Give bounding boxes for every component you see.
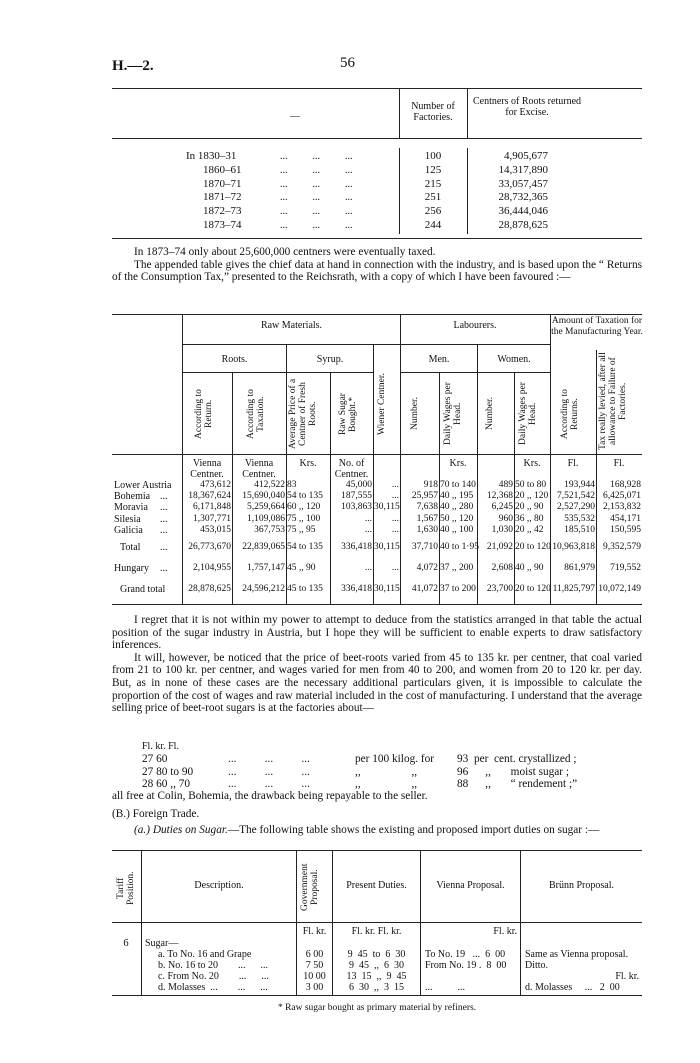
unit-gov: Fl. kr. [302, 926, 327, 937]
page-number: 56 [340, 55, 355, 71]
row-cell: 54 to 135 [287, 542, 323, 552]
row-cell: 18,367,624 [188, 491, 231, 502]
price-dots: ... ... ... [228, 753, 310, 765]
row-cell: 453,015 [200, 524, 231, 535]
factory-dots: ... ... ... [280, 220, 353, 231]
price-unit: ,, ,, [355, 765, 418, 778]
duty-government: 3 00 [305, 982, 324, 993]
paragraph-taxed [112, 246, 642, 284]
row-cell: 75 ,, 95 [287, 524, 316, 535]
row-cell: 37,710 [411, 542, 438, 552]
row-cell: 473,612 [200, 480, 231, 490]
row-dots: ... [160, 524, 168, 536]
h-according-return: According to Return. [194, 389, 214, 439]
row-cell: 168,928 [610, 480, 641, 490]
row-name: Total [120, 542, 141, 553]
factory-count: 100 [424, 150, 442, 162]
row-cell: 30,115 [374, 502, 400, 513]
row-cell: 60 ,, 120 [287, 502, 321, 513]
row-name: Lower Austria [114, 480, 172, 491]
factory-dots: ... ... ... [280, 192, 353, 204]
women-header: Women. [497, 354, 531, 365]
syrup-header: Syrup. [316, 354, 344, 365]
price-dots: ... ... ... [228, 765, 310, 778]
factory-count: 251 [424, 191, 442, 204]
row-cell: 20 ,, 120 [515, 491, 549, 502]
row-name: Moravia [114, 502, 148, 514]
para3: I regret that it is not within my power to attempt to deduce from the statistics arranged in that table the actual position of the sugar industry in Austria, but I hope they will be sufficient to enable experts to draw satisfactory inferences. [112, 614, 642, 652]
factory-year: 1871–72 [203, 191, 242, 204]
row-cell: 83 [287, 480, 297, 490]
price-range: 27 80 to 90 [142, 765, 194, 778]
h-description: Description. [194, 880, 244, 891]
row-cell: 20 to 120 [515, 584, 551, 594]
row-cell: 10,963,818 [552, 542, 595, 552]
row-cell: 30,115 [374, 584, 400, 594]
duty-present: 13 15 ,, 9 45 [346, 971, 407, 982]
row-cell: 54 to 135 [287, 491, 323, 502]
duty-brunn: Same as Vienna proposal. [525, 949, 629, 960]
h-according-returns: According to Returns. [560, 389, 580, 439]
row-dots: ... [160, 513, 168, 525]
row-dots: ... [160, 563, 168, 574]
factory-roots: 28,732,365 [498, 191, 548, 204]
row-cell: 40 ,, 195 [440, 491, 474, 502]
para5: all free at Colin, Bohemia, the drawback being repayable to the seller. [112, 790, 428, 802]
duty-present: 9 45 ,, 6 30 [349, 960, 404, 971]
row-cell: 2,104,955 [193, 563, 231, 573]
row-cell: 1,109,086 [247, 513, 285, 524]
row-cell: ... [391, 491, 399, 502]
row-cell: 25,957 [411, 491, 438, 502]
row-cell: 40 to 1·95 [440, 542, 480, 552]
h-present: Present Duties. [346, 880, 407, 891]
row-cell: 50 to 80 [515, 480, 547, 490]
row-cell: 336,418 [341, 584, 372, 594]
row-cell: 70 to 140 [440, 480, 476, 490]
row-cell: 26,773,670 [188, 542, 231, 552]
row-name: Bohemia [114, 491, 151, 503]
row-cell: 6,245 [491, 502, 513, 513]
duty-description: c. From No. 20 ... ... [158, 971, 269, 982]
row-cell: 75 ,, 100 [287, 513, 321, 524]
para1: In 1873–74 only about 25,600,000 centners were eventually taxed. [134, 246, 436, 258]
row-cell: 7,521,542 [557, 491, 595, 502]
row-cell: 336,418 [341, 542, 372, 552]
duty-description: d. Molasses ... ... ... [158, 982, 268, 993]
row-cell: 40 ,, 100 [440, 524, 474, 535]
row-cell: 22,839,065 [242, 542, 285, 552]
duty-present: 6 30 ,, 3 15 [349, 982, 404, 993]
duty-brunn: Fl. kr. [615, 971, 639, 982]
row-cell: 20 ,, 42 [515, 524, 544, 535]
unit-label: Vienna Centner. [190, 458, 224, 480]
row-cell: 1,307,771 [193, 513, 231, 524]
row-cell: 187,555 [341, 491, 372, 502]
h-raw-sugar: Raw Sugar Bought.* [338, 393, 358, 435]
row-cell: ... [391, 480, 399, 490]
h-men-number: Number. [410, 397, 420, 431]
row-cell: 454,171 [610, 513, 641, 524]
row-cell: 719,552 [610, 563, 641, 573]
section-code: H.—2. [112, 58, 154, 74]
factory-dots: ... ... ... [280, 178, 353, 190]
factory-year: 1860–61 [203, 163, 242, 176]
row-cell: 535,532 [564, 513, 595, 524]
col-dash: — [290, 111, 300, 122]
row-cell: 50 ,, 120 [440, 513, 474, 524]
unit-present: Fl. kr. Fl. kr. [351, 926, 402, 937]
factory-dots: ... ... ... [280, 151, 353, 162]
duty-description: a. To No. 16 and Grape [158, 949, 252, 960]
row-name: Hungary [114, 563, 149, 574]
duty-vienna: From No. 19 . 8 00 [425, 960, 507, 971]
row-cell: 15,690,040 [242, 491, 285, 502]
row-cell: 193,944 [564, 480, 595, 490]
h-men-daily: Daily Wages per Head. [443, 382, 463, 446]
factory-year: In 1830–31 [186, 150, 237, 162]
factory-roots: 33,057,457 [498, 177, 548, 190]
row-cell: 103,863 [341, 502, 372, 513]
row-cell: ... [364, 563, 372, 573]
factory-count: 256 [424, 205, 442, 218]
duty-government: 10 00 [303, 971, 326, 982]
h-women-number: Number. [485, 397, 495, 431]
duty-vienna: ... ... [425, 982, 465, 993]
row-cell: 1,630 [416, 524, 438, 535]
row-cell: 41,072 [411, 584, 438, 594]
row-cell: 21,092 [486, 542, 513, 552]
h-tariff: Tariff Position. [116, 871, 136, 905]
row-cell: 1,030 [491, 524, 513, 535]
factory-count: 244 [424, 219, 442, 231]
price-range: 27 60 [142, 753, 168, 765]
row-cell: 7,638 [416, 502, 438, 513]
h-women-daily: Daily Wages per Head. [518, 382, 538, 446]
h-government: Government Proposal. [300, 863, 320, 911]
h-wiener-centner: Wiener Centner. [377, 373, 387, 435]
unit-label: Krs. [449, 458, 467, 469]
factory-year: 1872–73 [203, 205, 242, 218]
row-cell: 37 ,, 200 [440, 563, 474, 573]
row-cell: 37 to 200 [440, 584, 476, 594]
price-grade: 96 ,, moist sugar ; [457, 765, 570, 778]
row-cell: 45 ,, 90 [287, 563, 316, 573]
row-cell: 23,700 [486, 584, 513, 594]
duties-lead: (a.) Duties on Sugar. [134, 824, 228, 836]
duty-brunn: Ditto. [525, 960, 549, 971]
row-cell: 489 [498, 480, 513, 490]
col-factories-header: Number of Factories. [411, 101, 455, 123]
footnote: * Raw sugar bought as primary material by refiners. [277, 1003, 477, 1013]
factory-dots: ... ... ... [280, 206, 353, 218]
price-grade: 88 ,, “ rendement ;” [457, 778, 578, 791]
row-cell: 10,072,149 [598, 584, 641, 594]
row-cell: 412,522 [254, 480, 285, 490]
row-dots: ... [160, 491, 168, 503]
row-cell: 2,608 [491, 563, 513, 573]
duty-vienna: To No. 19 ... 6 00 [425, 949, 506, 960]
row-cell: 960 [498, 513, 513, 524]
unit-label: Fl. [567, 458, 579, 469]
h-tax-levied: Tax really levied, after all allowance to Failure of Factories. [598, 352, 628, 450]
row-cell: 6,171,848 [193, 502, 231, 513]
factory-roots: 28,878,625 [498, 219, 548, 231]
taxation-header: Amount of Taxation for the Manufacturing Year. [551, 316, 643, 337]
duty-government: 6 00 [305, 949, 324, 960]
row-cell: 9,352,579 [603, 542, 641, 552]
factory-year: 1873–74 [203, 219, 242, 231]
row-cell: 45,000 [345, 480, 372, 490]
col-roots-header: Centners of Roots returned for Excise. [472, 96, 582, 118]
h-average-price: Average Price of a Centner of Fresh Roots. [288, 378, 318, 450]
duty-government: 7 50 [305, 960, 324, 971]
row-cell: 6,425,071 [603, 491, 641, 502]
tariff-position: 6 [123, 938, 129, 949]
factory-count: 215 [424, 177, 442, 190]
price-range: 28 60 ,, 70 [142, 778, 191, 791]
row-cell: 24,596,212 [242, 584, 285, 594]
row-cell: 20 to 120 [515, 542, 551, 552]
men-header: Men. [428, 354, 450, 365]
row-dots: ... [160, 502, 168, 514]
unit-label: Fl. [613, 458, 625, 469]
row-cell: 1,567 [416, 513, 438, 524]
row-cell: 36 ,, 80 [515, 513, 544, 524]
factory-roots: 4,905,677 [504, 150, 548, 162]
sugar-label: Sugar— [145, 938, 179, 949]
row-cell: ... [391, 563, 399, 573]
row-cell: ... [391, 524, 399, 535]
factory-count: 125 [424, 163, 442, 176]
h-according-taxation: According to Taxation. [246, 389, 266, 439]
row-cell: ... [364, 513, 372, 524]
row-cell: 30,115 [374, 542, 400, 552]
price-dots: ... ... ... [228, 778, 310, 791]
para2: The appended table gives the chief data at hand in connection with the industry, and is based upon the “ Returns of the Consumption Tax,” presented to the Reichsrath, with a copy of which I have been favoured :— [112, 258, 642, 284]
paragraph-duties [112, 824, 642, 837]
unit-label: No. of Centner. [334, 458, 369, 480]
row-name: Silesia [114, 513, 141, 525]
row-name: Grand total [120, 584, 166, 595]
row-cell: 20 ,, 90 [515, 502, 544, 513]
factory-roots: 36,444,046 [498, 205, 548, 218]
row-cell: 2,153,832 [603, 502, 641, 513]
duties-text: —The following table shows the existing and proposed import duties on sugar :— [227, 824, 600, 836]
roots-header: Roots. [221, 354, 248, 365]
row-dots: ... [160, 542, 168, 553]
labourers-header: Labourers. [453, 320, 497, 331]
row-cell: 12,368 [486, 491, 513, 502]
section-foreign-trade [112, 808, 642, 821]
row-cell: 185,510 [564, 524, 595, 535]
row-cell: 367,753 [254, 524, 285, 535]
price-head: Fl. kr. Fl. [142, 741, 179, 752]
h-brunn: Brünn Proposal. [549, 880, 614, 891]
row-cell: 5,259,664 [247, 502, 285, 513]
row-cell: 2,527,290 [557, 502, 595, 513]
factory-roots: 14,317,890 [498, 163, 548, 176]
duty-brunn: d. Molasses ... 2 00 [525, 982, 620, 993]
price-grade: 93 per cent. crystallized ; [457, 753, 577, 765]
row-cell: 861,979 [564, 563, 595, 573]
price-unit: ,, ,, [355, 778, 418, 791]
row-cell: ... [364, 524, 372, 535]
unit-label: Krs. [299, 458, 317, 469]
row-cell: 4,072 [416, 563, 438, 573]
unit-label: Krs. [523, 458, 541, 469]
row-cell: 918 [423, 480, 438, 490]
row-cell: 28,878,625 [188, 584, 231, 594]
row-cell: 11,825,797 [552, 584, 595, 594]
row-cell: 40 ,, 280 [440, 502, 474, 513]
row-cell: 45 to 135 [287, 584, 323, 594]
row-cell: 1,757,147 [247, 563, 285, 573]
duty-present: 9 45 to 6 30 [347, 949, 406, 960]
duty-description: b. No. 16 to 20 ... ... [158, 960, 268, 971]
raw-materials-header: Raw Materials. [260, 320, 323, 331]
paragraph-discussion [112, 614, 642, 715]
factory-year: 1870–71 [203, 177, 242, 190]
factory-dots: ... ... ... [280, 164, 353, 176]
unit-label: Vienna Centner. [242, 458, 276, 480]
h-vienna: Vienna Proposal. [436, 880, 505, 891]
section-b-title: (B.) Foreign Trade. [112, 808, 200, 820]
row-cell: 150,595 [610, 524, 641, 535]
row-name: Galicia [114, 524, 143, 536]
para4: It will, however, be noticed that the price of beet-roots varied from 45 to 135 kr. per centner, that coal varied from 21 to 100 kr. per centner, and wages varied for men from 40 to 200, and women from 20 to 120 kr. per day. But, as in none of these cases are the necessary additional particulars given, it is impossible to calculate the proportion of the cost of wages and raw material included in the cost of manufacturing. I understand that the average selling price of beet-root sugars is at the factories about— [112, 651, 642, 715]
row-cell: 40 ,, 90 [515, 563, 544, 573]
unit-vienna: Fl. kr. [493, 926, 517, 937]
price-unit: per 100 kilog. for [355, 753, 435, 765]
row-cell: ... [391, 513, 399, 524]
